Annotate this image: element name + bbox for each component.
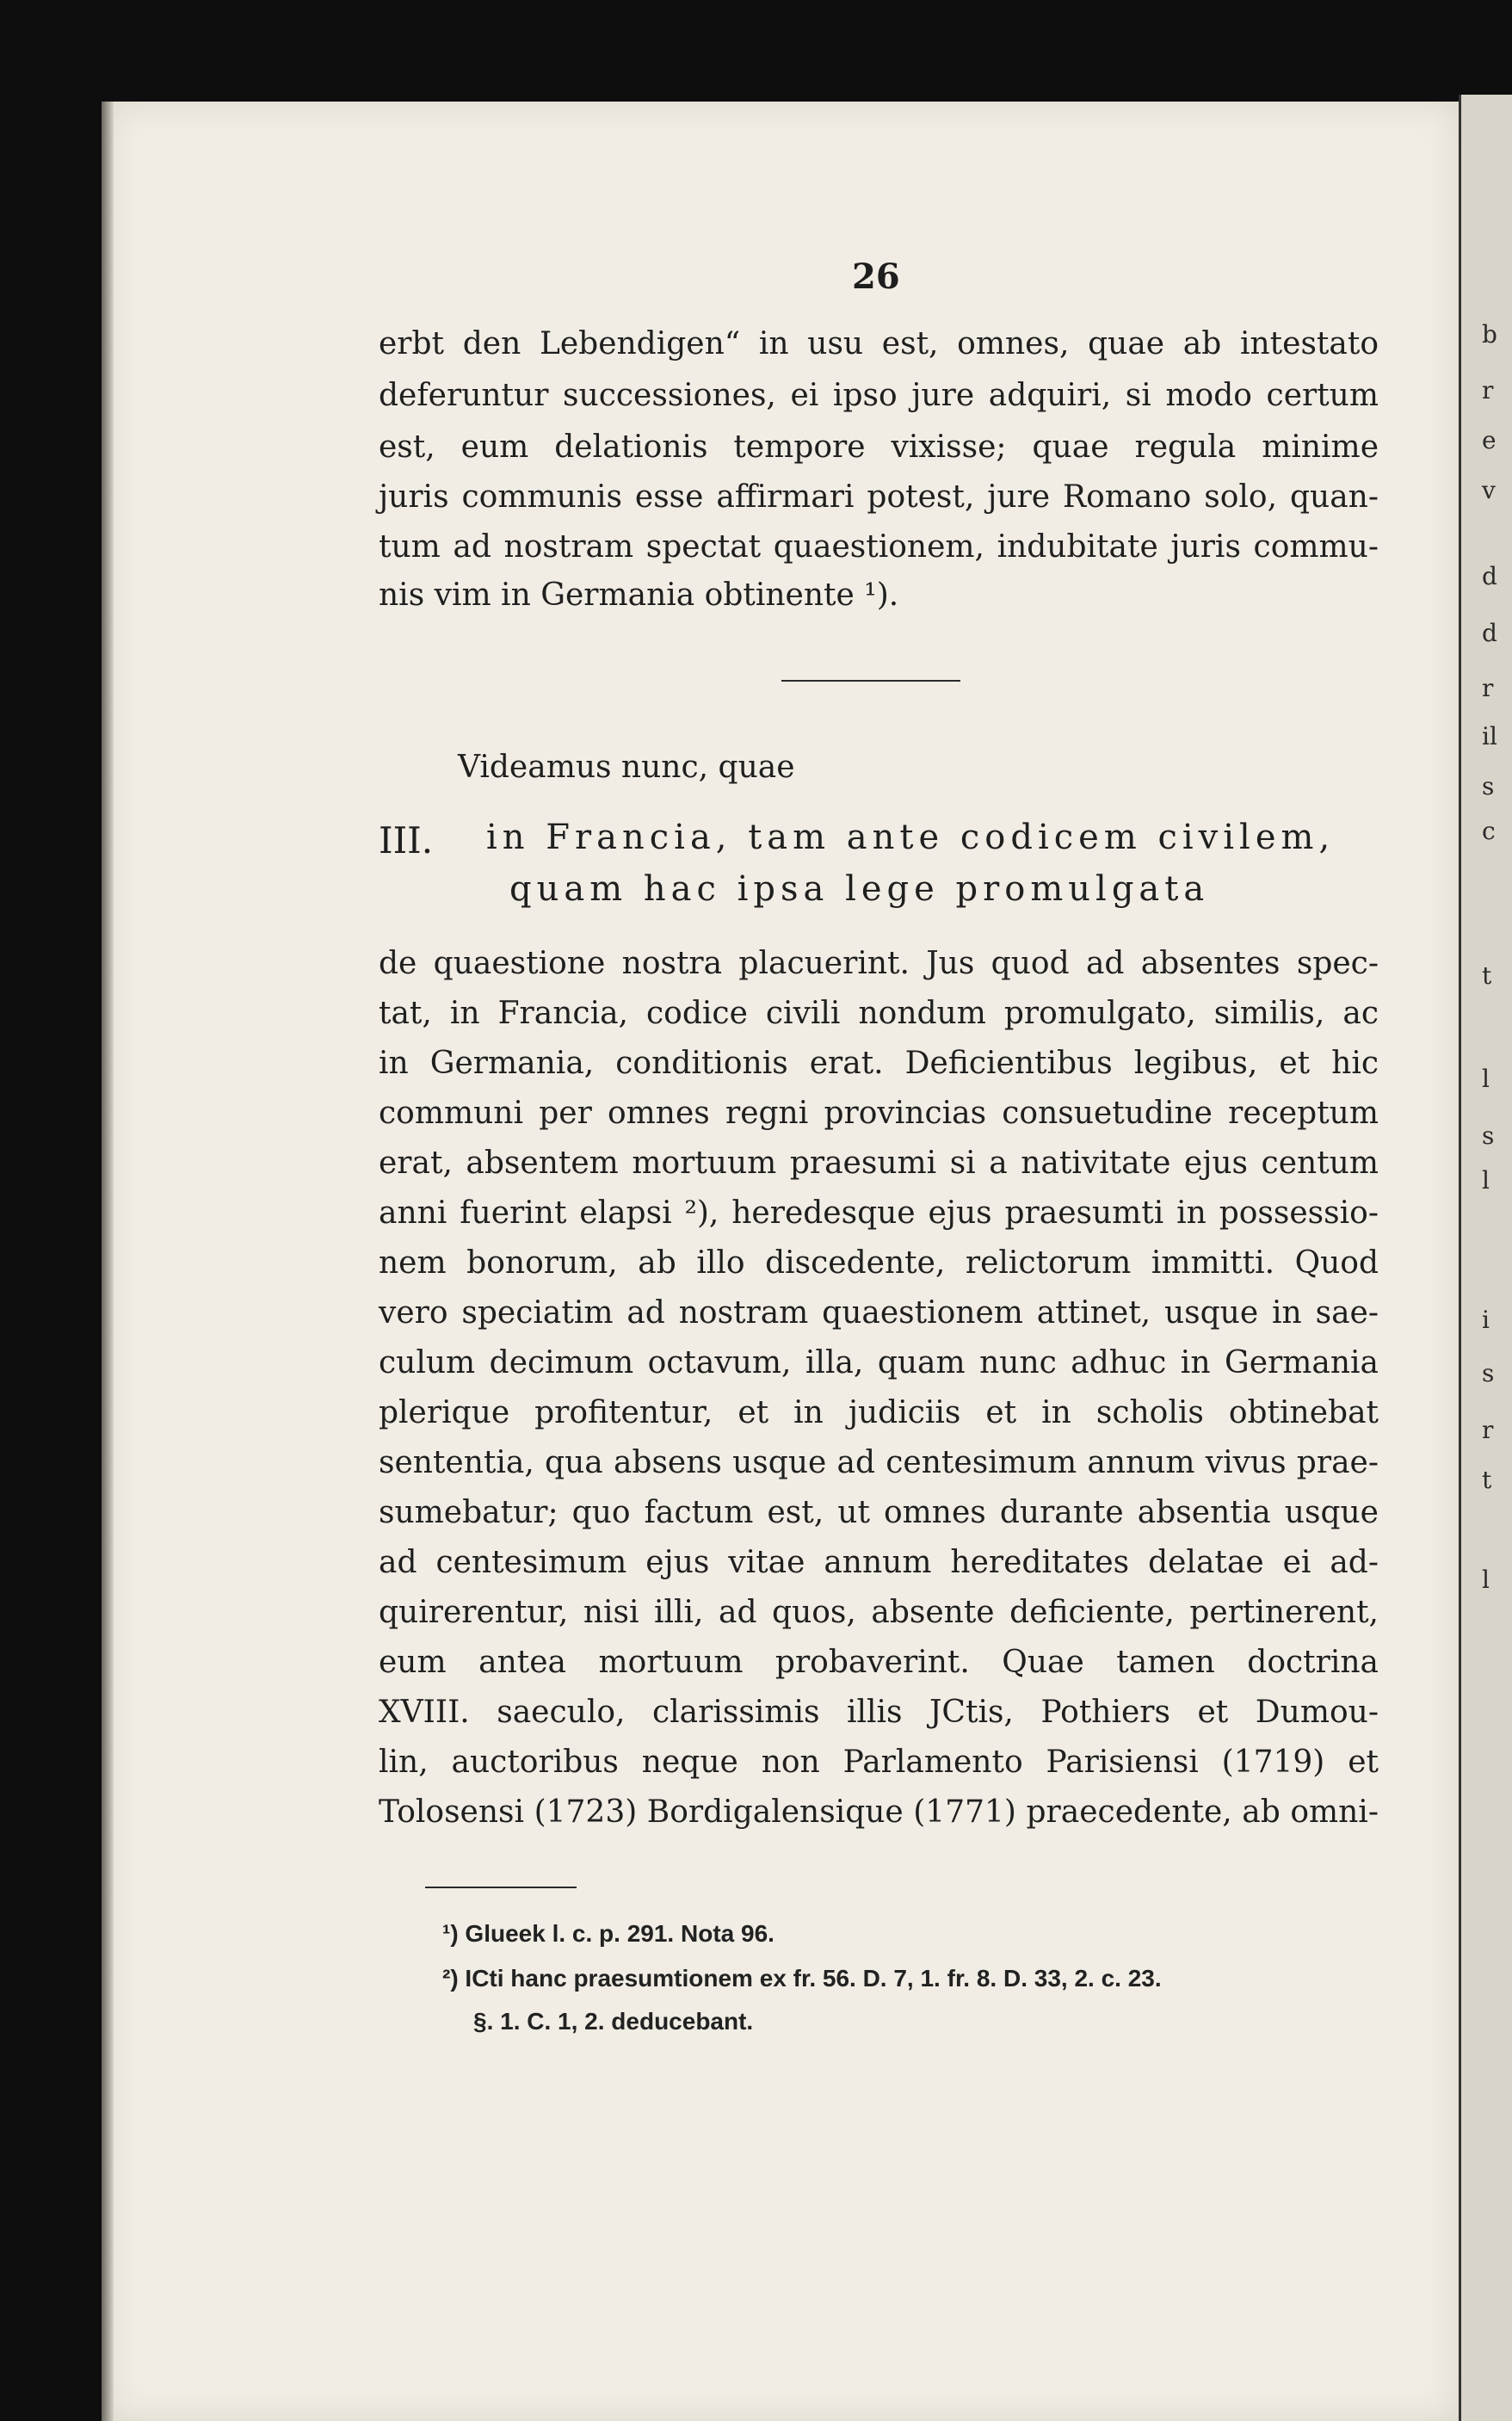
facing-page-edge: [1459, 95, 1512, 2421]
text-line: XVIII. saeculo, clarissimis illis JCtis, Pothiers et Dumou-: [379, 1695, 1379, 1730]
text-line: Tolosensi (1723) Bordigalensique (1771) praecedente, ab omni-: [379, 1794, 1379, 1830]
text-line: tum ad nostram spectat quaestionem, indubitate juris commu-: [379, 529, 1379, 565]
text-line: quirerentur, nisi illi, ad quos, absente deficiente, pertinerent,: [379, 1595, 1379, 1630]
text-line: sumebatur; quo factum est, ut omnes durante absentia usque: [379, 1495, 1379, 1530]
footnote-divider: [425, 1887, 577, 1888]
text-line: tat, in Francia, codice civili nondum promulgato, similis, ac: [379, 996, 1379, 1031]
text-line: ad centesimum ejus vitae annum hereditates delatae ei ad-: [379, 1545, 1379, 1580]
text-line: lin, auctoribus neque non Parlamento Parisiensi (1719) et: [379, 1745, 1379, 1780]
section-intro: Videamus nunc, quae: [458, 750, 795, 785]
page-number: 26: [852, 256, 900, 297]
text-line: culum decimum octavum, illa, quam nunc adhuc in Germania: [379, 1345, 1379, 1380]
facing-letter: r: [1482, 674, 1494, 702]
text-line: nis vim in Germania obtinente ¹).: [379, 577, 899, 613]
facing-letter: l: [1482, 1065, 1490, 1093]
footnote-2: ²) ICti hanc praesumtionem ex fr. 56. D. 7, 1. fr. 8. D. 33, 2. c. 23.: [442, 1965, 1162, 1992]
facing-letter: s: [1482, 772, 1495, 800]
section-divider: [781, 680, 960, 682]
facing-letter: r: [1482, 1416, 1494, 1444]
facing-letter: s: [1482, 1359, 1495, 1387]
section-heading-line-1: in Francia, tam ante codicem civilem,: [486, 818, 1336, 857]
facing-letter: r: [1482, 376, 1494, 405]
text-line: sententia, qua absens usque ad centesimum annum vivus prae-: [379, 1445, 1379, 1480]
facing-letter: t: [1482, 1466, 1492, 1494]
section-number: III.: [379, 819, 434, 862]
facing-letter: d: [1482, 619, 1497, 647]
text-line: erat, absentem mortuum praesumi si a nativitate ejus centum: [379, 1146, 1379, 1181]
facing-letter: d: [1482, 562, 1497, 590]
text-line: juris communis esse affirmari potest, jure Romano solo, quan-: [379, 479, 1379, 515]
footnote-2-continued: §. 1. C. 1, 2. deducebant.: [473, 2008, 754, 2035]
facing-letter: e: [1482, 426, 1497, 454]
text-line: plerique profitentur, et in judiciis et in scholis obtinebat: [379, 1395, 1379, 1430]
facing-letter: v: [1482, 476, 1496, 504]
text-line: in Germania, conditionis erat. Deficientibus legibus, et hic: [379, 1046, 1379, 1081]
text-line: nem bonorum, ab illo discedente, relictorum immitti. Quod: [379, 1245, 1379, 1281]
text-line: anni fuerint elapsi ²), heredesque ejus praesumti in possessio-: [379, 1195, 1379, 1231]
text-line: de quaestione nostra placuerint. Jus quod ad absentes spec-: [379, 946, 1379, 981]
facing-letter: l: [1482, 1566, 1490, 1594]
text-line: est, eum delationis tempore vixisse; quae regula minime: [379, 429, 1379, 465]
facing-letter: i: [1482, 1306, 1490, 1334]
page-spine-shadow: [102, 102, 114, 2421]
text-line: deferuntur successiones, ei ipso jure adquiri, si modo certum: [379, 378, 1379, 413]
text-line: communi per omnes regni provincias consuetudine receptum: [379, 1096, 1379, 1131]
facing-letter: s: [1482, 1121, 1495, 1150]
text-line: erbt den Lebendigen“ in usu est, omnes, quae ab intestato: [379, 326, 1379, 361]
text-line: eum antea mortuum probaverint. Quae tamen doctrina: [379, 1645, 1379, 1680]
facing-letter: b: [1482, 320, 1497, 349]
footnote-1: ¹) Glueek l. c. p. 291. Nota 96.: [442, 1920, 775, 1947]
facing-letter: c: [1482, 817, 1496, 845]
facing-letter: t: [1482, 961, 1492, 990]
facing-letter: il: [1482, 722, 1497, 750]
facing-letter: l: [1482, 1166, 1490, 1195]
text-line: vero speciatim ad nostram quaestionem attinet, usque in sae-: [379, 1295, 1379, 1331]
section-heading-line-2: quam hac ipsa lege promulgata: [509, 869, 1210, 909]
